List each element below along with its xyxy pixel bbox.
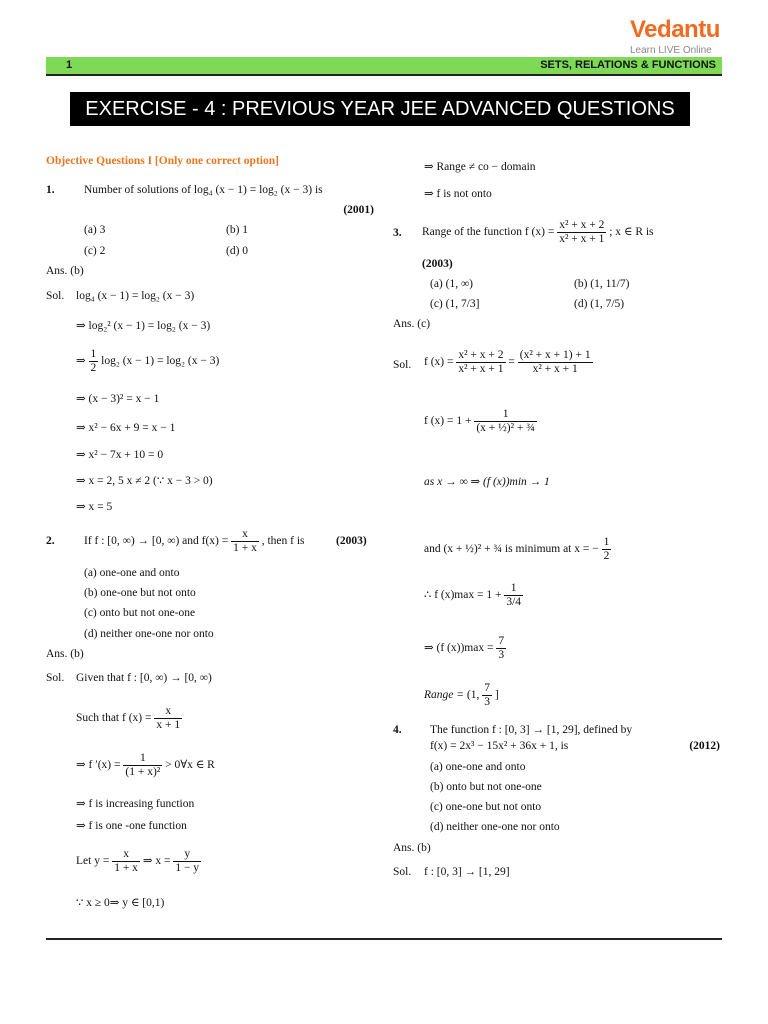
- q1-step-6: ⇒ x² − 7x + 10 = 0: [76, 449, 164, 461]
- q2-answer: Ans. (b): [46, 648, 84, 660]
- q3-option-b: (b) (1, 11/7): [574, 278, 630, 290]
- q3-step-5: ∴ f (x)max = 1 + $\frac{1}{3/4}$: [424, 582, 522, 608]
- q2-option-b: (b) one-one but not onto: [84, 587, 196, 599]
- q3-step-1: f (x) = $\frac{\text{x² + x + 2}}{\text{x² + x + 1}}$ = $\frac{\text{(x² + x + 1) + 1}}{\text{x² + x + 1}}$: [424, 349, 591, 375]
- q4-option-d: (d) neither one-one nor onto: [430, 821, 560, 833]
- q3-step-2: f (x) = 1 + $\frac{1}{\text{(x + ½)² + ¾}}$: [424, 408, 535, 434]
- q1-option-a: (a) 3: [84, 224, 106, 236]
- q1-answer: Ans. (b): [46, 265, 84, 277]
- chapter-title: SETS, RELATIONS & FUNCTIONS: [540, 59, 716, 71]
- q3-text: Range of the function f (x) = $\frac{\text{x² + x + 2}}{\text{x² + x + 1}}$ ; x ∈ R is: [422, 219, 654, 245]
- q2-derivative: ⇒ f ′(x) = $\frac{1}{\text{(1 + x)²}}$ > 0∀x ∈ R: [76, 752, 215, 778]
- q1-step-4: ⇒ (x − 3)² = x − 1: [76, 393, 160, 405]
- logo-name: Vedantu: [630, 16, 720, 43]
- page-number: 1: [66, 59, 73, 71]
- q4-option-c: (c) one-one but not onto: [430, 801, 542, 813]
- q1-step-2: ⇒ log₂² (x − 1) = log₂ (x − 3): [76, 320, 211, 332]
- q2-increasing: ⇒ f is increasing function: [76, 798, 195, 810]
- q2-option-a: (a) one-one and onto: [84, 567, 180, 579]
- q1-text: Number of solutions of log₄ (x − 1) = log₂ (x − 3) is: [84, 184, 323, 196]
- q1-sol-label: Sol.: [46, 290, 65, 302]
- q4-text-1: The function f : [0, 3] → [1, 29], defined by: [430, 724, 633, 736]
- chapter-header-bar: [46, 57, 722, 76]
- q2-text: If f : [0, ∞) → [0, ∞) and f(x) = $\frac{x}{1 + x}$ , then f is: [84, 528, 305, 554]
- q3-step-3: as x → ∞ ⇒ (f (x))min → 1: [424, 476, 550, 488]
- q3-option-d: (d) (1, 7/5): [574, 298, 625, 310]
- q1-option-b: (b) 1: [226, 224, 249, 236]
- q2-sol-label: Sol.: [46, 672, 65, 684]
- q3-number: 3.: [393, 227, 402, 239]
- footer-rule: [46, 938, 722, 940]
- q2-option-c: (c) onto but not one-one: [84, 607, 196, 619]
- half-fraction: $\frac{1}{2}$: [90, 348, 97, 374]
- q3-step-6: ⇒ (f (x))max = $\frac{7}{3}$: [424, 635, 505, 661]
- q3-step-4: and (x + ½)² + ¾ is minimum at x = − $\frac{1}{2}$: [424, 536, 610, 562]
- q3-answer: Ans. (c): [393, 318, 431, 330]
- q2-given: Given that f : [0, ∞) → [0, ∞): [76, 672, 212, 684]
- section-heading: Objective Questions I [Only one correct option]: [46, 155, 279, 167]
- q3-year: (2003): [422, 258, 453, 270]
- q1-step-5: ⇒ x² − 6x + 9 = x − 1: [76, 422, 176, 434]
- q2-one-one: ⇒ f is one -one function: [76, 820, 187, 832]
- q1-step-3: ⇒ $\frac{1}{2}$ log₂ (x − 1) = log₂ (x − 3): [76, 348, 220, 374]
- q4-text-2: f(x) = 2x³ − 15x² + 36x + 1, is: [430, 740, 569, 752]
- q4-option-a: (a) one-one and onto: [430, 761, 526, 773]
- q2-number: 2.: [46, 535, 55, 547]
- q1-step-7: ⇒ x = 2, 5 x ≠ 2 (∵ x − 3 > 0): [76, 475, 213, 487]
- q4-sol-label: Sol.: [393, 866, 412, 878]
- q2-such-that: Such that f (x) = $\frac{x}{x + 1}$: [76, 705, 181, 731]
- q4-number: 4.: [393, 724, 402, 736]
- q3-option-a: (a) (1, ∞): [430, 278, 473, 290]
- vedantu-logo: [626, 14, 726, 58]
- not-onto: ⇒ f is not onto: [424, 188, 492, 200]
- q4-step-1: f : [0, 3] → [1, 29]: [424, 866, 510, 878]
- q4-year: (2012): [689, 740, 720, 752]
- q3-sol-label: Sol.: [393, 359, 412, 371]
- exercise-title: EXERCISE - 4 : PREVIOUS YEAR JEE ADVANCED QUESTIONS: [70, 92, 690, 126]
- q2-option-d: (d) neither one-one nor onto: [84, 628, 214, 640]
- logo-tagline: Learn LIVE Online: [630, 45, 712, 56]
- q4-answer: Ans. (b): [393, 842, 431, 854]
- q3-option-c: (c) (1, 7/3]: [430, 298, 480, 310]
- q1-step-1: log₄ (x − 1) = log₂ (x − 3): [76, 290, 195, 302]
- q2-year: (2003): [336, 535, 367, 547]
- q1-option-c: (c) 2: [84, 245, 106, 257]
- q1-number: 1.: [46, 184, 55, 196]
- q1-year: (2001): [343, 204, 374, 216]
- q3-step-7: Range = (1, $\frac{7}{3}$ ]: [424, 682, 499, 708]
- q2-since: ∵ x ≥ 0⇒ y ∈ [0,1): [76, 897, 165, 909]
- range-not-codomain: ⇒ Range ≠ co − domain: [424, 161, 536, 173]
- q1-option-d: (d) 0: [226, 245, 249, 257]
- q2-let: Let y = $\frac{x}{1 + x}$ ⇒ x = $\frac{y}{1 - y}$: [76, 848, 200, 874]
- q4-option-b: (b) onto but not one-one: [430, 781, 542, 793]
- q1-step-8: ⇒ x = 5: [76, 501, 113, 513]
